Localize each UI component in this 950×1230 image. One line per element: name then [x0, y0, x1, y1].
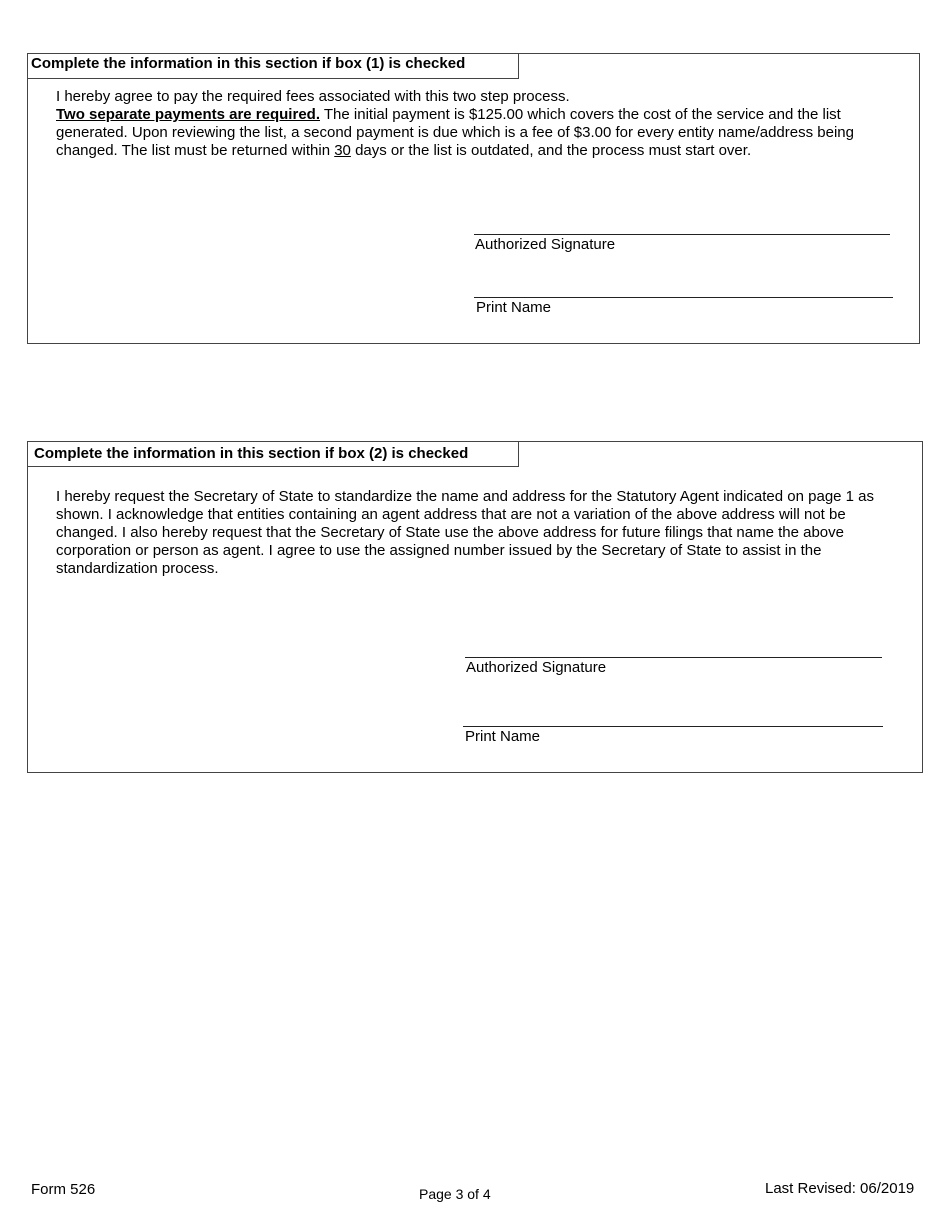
authorized-signature-label: Authorized Signature: [466, 659, 607, 676]
authorized-signature-line[interactable]: [465, 657, 882, 658]
payment-details-text: The initial payment is $125.00 which covers the cost of the service and the list generated. Upon reviewing the list, a second payment is due which is a fee of $3.00 for every entity name/address being changed. The list must be returned within: [56, 106, 854, 159]
section-1-line-1: I hereby agree to pay the required fees associated with this two step process.: [56, 88, 570, 105]
last-revised-date: Last Revised: 06/2019: [765, 1180, 915, 1197]
page-number: Page 3 of 4: [419, 1186, 491, 1202]
section-2-header: Complete the information in this section if box (2) is checked: [27, 441, 519, 467]
payments-required-notice: Two separate payments are required.: [56, 106, 320, 123]
authorized-signature-line[interactable]: [474, 234, 890, 235]
print-name-label: Print Name: [476, 299, 552, 316]
print-name-label: Print Name: [465, 728, 541, 745]
outdated-notice-text: days or the list is outdated, and the process must start over.: [350, 142, 752, 159]
form-number: Form 526: [31, 1181, 96, 1198]
section-2-paragraph: I hereby request the Secretary of State to standardize the name and address for the Statutory Agent indicated on page 1 as shown. I acknowledge that entities containing an agent address that are not a variation of the above address will not be changed. I also hereby request that the Secretary of State use the above address for future filings that name the above corporation or person as agent. I agree to use the assigned number issued by the Secretary of State to assist in the standardization process.: [56, 488, 875, 577]
section-box-2: [27, 441, 923, 773]
section-box-1: [27, 53, 920, 344]
print-name-line[interactable]: [474, 297, 893, 298]
section-1-header: Complete the information in this section if box (1) is checked: [27, 53, 519, 79]
section-1-body: [56, 88, 891, 160]
print-name-line[interactable]: [463, 726, 883, 727]
authorized-signature-label: Authorized Signature: [475, 236, 616, 253]
return-days: 30: [334, 142, 351, 159]
section-1-paragraph: [56, 106, 891, 160]
